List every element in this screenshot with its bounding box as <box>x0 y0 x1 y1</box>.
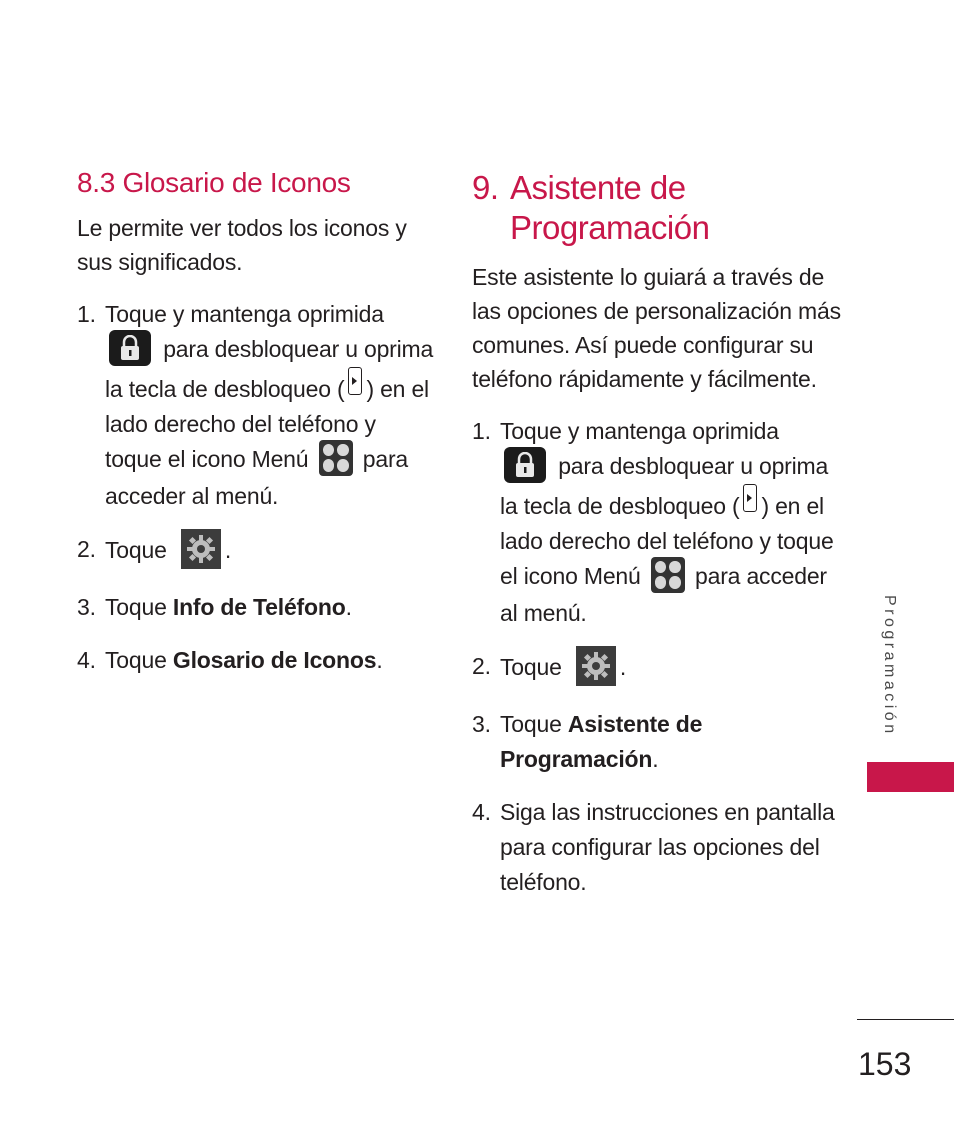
step-2 <box>472 649 842 689</box>
right-column <box>472 168 842 900</box>
step-text: Toque <box>105 593 167 620</box>
step-4 <box>472 795 842 900</box>
page-number: 153 <box>858 1046 912 1082</box>
section-intro: Le permite ver todos los iconos y sus significados. <box>77 215 407 275</box>
step-text: para acceder al menú. <box>500 562 827 626</box>
step-number: 3. <box>472 710 491 737</box>
step-end: . <box>619 653 627 680</box>
step-text: para desbloquear u oprima la tecla de desbloqueo ( <box>105 336 434 402</box>
step-end: . <box>345 593 352 620</box>
section-side-tab <box>867 762 954 792</box>
chapter-number: 9. <box>472 169 499 206</box>
step-end: . <box>376 646 383 673</box>
step-text: Toque y mantenga oprimida <box>105 301 384 327</box>
left-column <box>77 165 437 678</box>
step-end: . <box>652 745 659 772</box>
settings-gear-icon <box>576 646 616 686</box>
page-number-rule <box>857 1019 954 1020</box>
unlock-key-icon <box>743 484 757 512</box>
menu-grid-icon <box>651 557 685 593</box>
section-heading-glosario: 8.3 Glosario de Iconos <box>77 167 351 198</box>
step-number: 2. <box>472 652 491 679</box>
chapter-title-line2: Programación <box>510 209 710 246</box>
step-text: Toque <box>105 646 167 673</box>
step-text: Toque y mantenga oprimida <box>500 418 779 444</box>
section-side-label: Programación <box>881 595 898 737</box>
lock-icon <box>504 447 546 483</box>
step-number: 4. <box>472 798 491 825</box>
chapter-title-line1: Asistente de <box>510 169 686 206</box>
menu-grid-icon <box>319 440 353 476</box>
step-text: ) en el lado derecho del teléfono y toque el icono Menú <box>500 492 834 589</box>
step-4 <box>77 643 437 678</box>
step-number: 1. <box>77 301 96 327</box>
chapter-intro: Este asistente lo guiará a través de las opciones de personalización más comunes. Así puede configurar su teléfono rápidamente y fácilmente. <box>472 264 841 392</box>
step-number: 3. <box>77 593 96 620</box>
step-3 <box>77 590 437 625</box>
step-1 <box>77 297 437 514</box>
step-number: 2. <box>77 535 96 562</box>
lock-icon <box>109 330 151 366</box>
step-bold-text: Asistente de Programación <box>500 710 703 772</box>
step-bold-text: Info de Teléfono <box>172 593 346 620</box>
step-3 <box>472 707 842 777</box>
step-2 <box>77 532 437 572</box>
step-end: . <box>224 536 232 563</box>
step-text: para desbloquear u oprima la tecla de desbloqueo ( <box>500 453 829 519</box>
step-text: Siga las instrucciones en pantalla para configurar las opciones del teléfono. <box>500 798 835 895</box>
step-text: Toque <box>500 710 562 737</box>
step-1 <box>472 414 842 631</box>
step-bold-text: Glosario de Iconos <box>172 646 377 673</box>
step-text: para acceder al menú. <box>105 445 408 509</box>
settings-gear-icon <box>181 529 221 569</box>
unlock-key-icon <box>348 367 362 395</box>
step-text: Toque <box>500 653 562 680</box>
step-text: ) en el lado derecho del teléfono y toque el icono Menú <box>105 375 429 472</box>
chapter-heading <box>472 168 842 248</box>
step-number: 1. <box>472 418 491 444</box>
step-text: Toque <box>105 536 167 563</box>
step-number: 4. <box>77 646 96 673</box>
